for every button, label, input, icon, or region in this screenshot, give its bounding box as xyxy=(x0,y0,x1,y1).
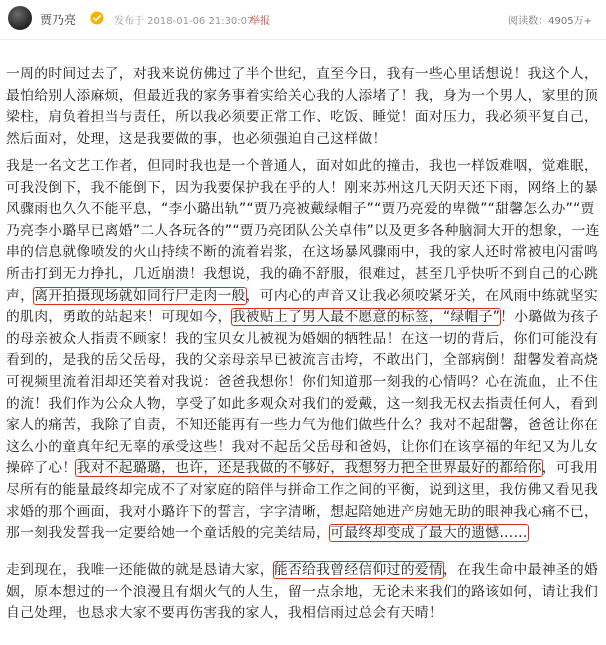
paragraph-1-text: 一周的时间过去了，对我来说仿佛过了半个世纪，直至今日，我有一些心里话想说！我这个人，最怕给别人添麻烦，但最近我的家务事着实给关心我的人添堵了！我，身为一个男人，家里的顶梁柱，肩负着担当与责任，所以我必须要正常工作、吃饭、睡觉！面对压力，我必须平复自己，然后面对，处理，这是我要做的事，也必须强迫自己这样做！ xyxy=(6,66,599,147)
post-header xyxy=(0,0,606,40)
paragraph-2-text-b: ，可内心的声音又让我必须咬紧牙关，在风雨中练就坚实的肌肉，勇敢的站起来！可现如今， xyxy=(6,287,599,326)
paragraph-2-text-c: ！小璐做为孩子的母亲被众人指责不顾家！我的宝贝女儿被视为婚姻的牺牲品！在这一切的背后，你们可能没有看到的，是我的岳父岳母，我的父亲母亲早已被流言击垮，不敢出门，全部病倒！甜馨发着高烧可视频里流着泪却还笑着对我说：爸爸我想你！你们知道那一刻我的心情吗？心在流血，止不住的流！我们作为公众人物，享受了如此多观众对我们的爱戴，这一刻我无权去指责任何人，看到家人的痛苦，我除了自责，不知还能再有一些力气为他们做些什么？我对不起甜馨，爸爸让你在这么小的童真年纪无辜的承受这些！我对不起岳父岳母和爸妈，让你们在该享福的年纪又为儿女操碎了心！ xyxy=(6,309,599,477)
user-avatar[interactable] xyxy=(8,6,32,30)
paragraph-2 xyxy=(6,156,600,545)
paragraph-2-text-d: ，可我用尽所有的能量最终却完成不了对家庭的陪伴与拼命工作之间的平衡，说到这里，我仿佛又看见我求婚的那个画面，我对小璐许下的誓言，字字清晰，想起陪她进产房她无助的眼神我心痛不已，那一刻我发誓我一定要给她一个童话般的完美结局， xyxy=(6,460,599,542)
highlight-box-5: 能否给我曾经信仰过的爱情 xyxy=(273,562,444,578)
username[interactable]: 贾乃亮 xyxy=(40,13,77,27)
highlight-box-2: 我被贴上了男人最不愿意的标签，“绿帽子” xyxy=(231,309,501,326)
highlight-box-3: 我对不起璐璐，也许，还是我做的不够好，我想努力把全世界最好的都给你 xyxy=(76,460,542,477)
paragraph-2-text-a: 我是一名文艺工作者，但同时我也是一个普通人，面对如此的撞击，我也一样饭难咽，觉难眠，可我没倒下，我不能倒下，因为我要保护我在乎的人！刚来苏州这几天阴天还下雨，网络上的暴风骤雨也久久不能平息，“李小璐出轨”“贾乃亮被戴绿帽子”“贾乃亮爱的卑微”“甜馨怎么办”“贾乃亮李小璐早已离婚”二人各玩各的”“贾乃亮团队公关卓伟”以及更多各种脑洞大开的想象，一连串的信息就像喷发的火山持续不断的流着岩浆，在这场暴风骤雨中，我的家人还时常被电闪雷鸣所击打到无力挣扎，几近崩溃！我想说，我的确不舒服，很难过，甚至几乎快听不到自己的心跳声， xyxy=(6,158,600,304)
paragraph-3-text-b: ，在我生命中最神圣的婚姻，原本想过的一个浪漫且有烟火气的人生，留一点余地，无论未来我们的路该如何，请让我们自己处理，也恳求大家不要再伤害我的家人，我相信雨过总会有天晴！ xyxy=(6,562,599,622)
verified-badge-icon xyxy=(90,11,104,25)
paragraph-1 xyxy=(6,64,600,150)
read-count: 阅读数：4905万+ xyxy=(508,16,592,27)
report-link[interactable]: 举报 xyxy=(250,16,270,27)
highlight-box-1: 离开拍摄现场就如同行尸走肉一般 xyxy=(34,287,246,304)
highlight-box-4: 可最终却变成了最大的遗憾…… xyxy=(330,525,528,542)
paragraph-3-text-a: 走到现在，我唯一还能做的就是恳请大家， xyxy=(6,562,274,578)
paragraph-3 xyxy=(6,560,600,625)
post-timestamp: 发布于 2018-01-06 21:30:07 xyxy=(114,16,254,27)
